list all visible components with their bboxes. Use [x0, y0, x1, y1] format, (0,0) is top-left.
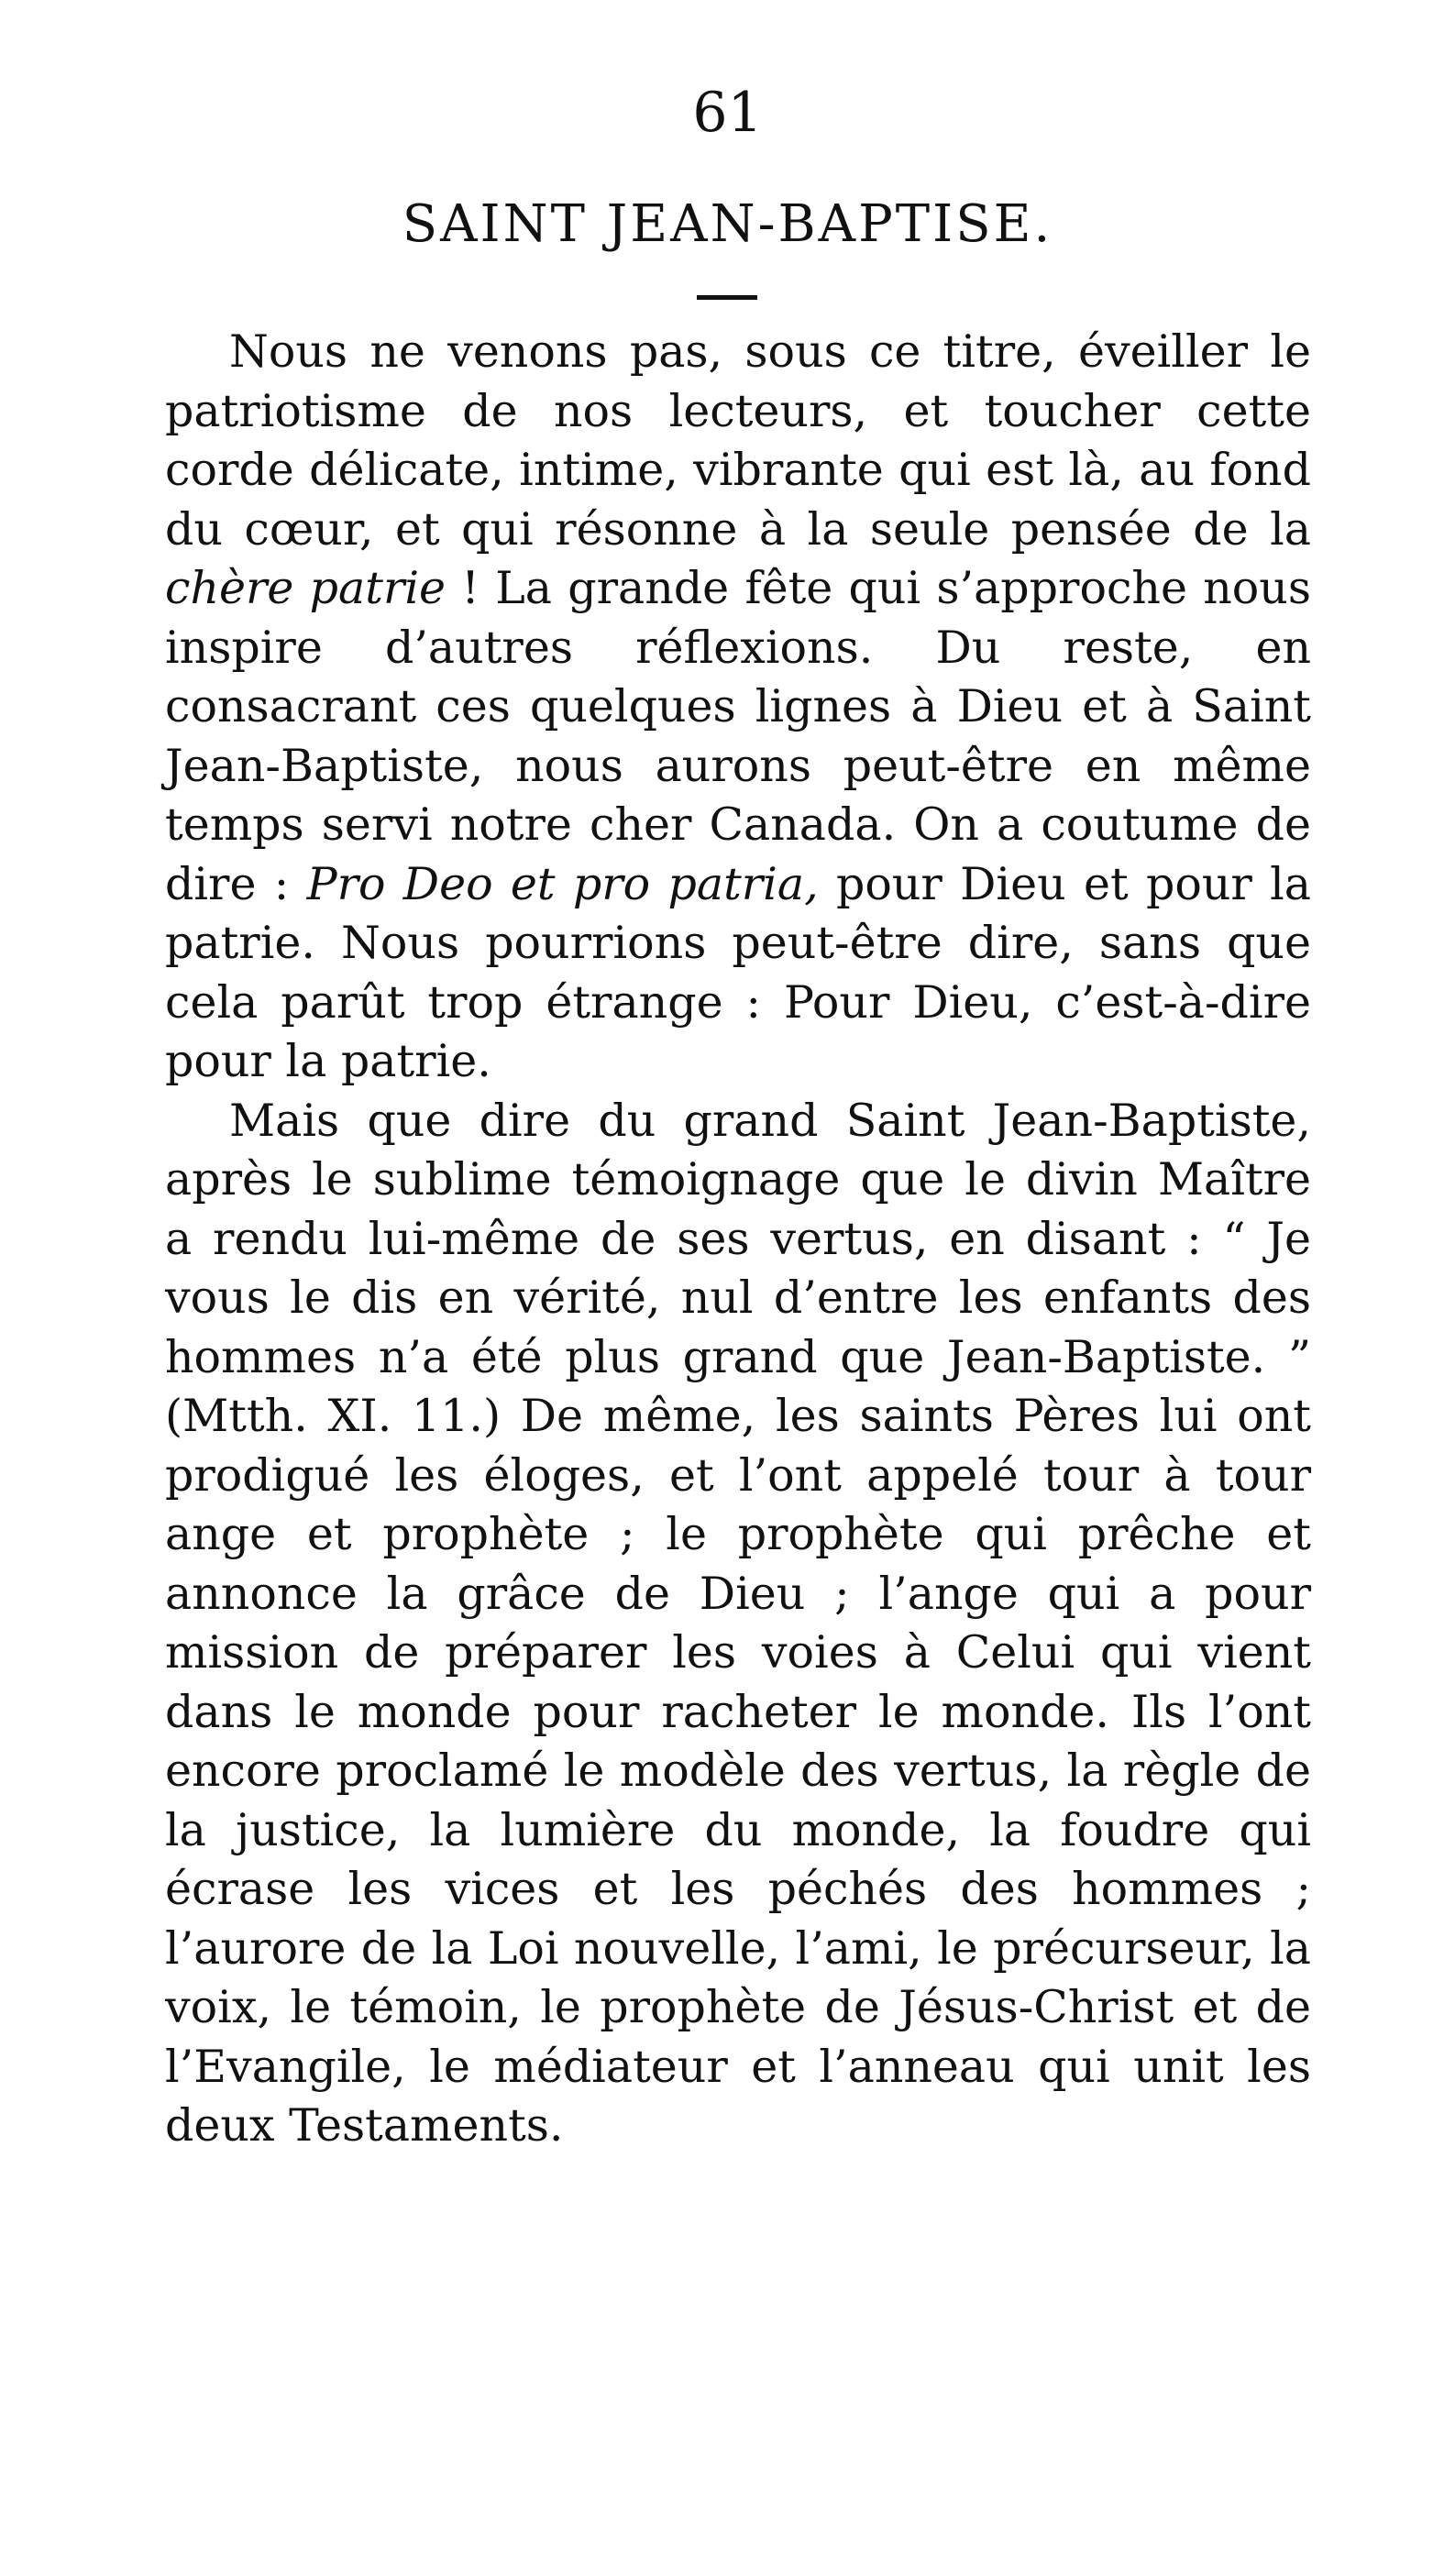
- paragraph-1-italic-2: Pro Deo et pro patria,: [306, 857, 819, 910]
- paragraph-1: [165, 323, 1311, 1092]
- paragraph-1-text-a: Nous ne venons pas, sous ce titre, éveiller le patriotisme de nos lecteurs, et toucher cette corde délicate, intime, vibrante qui est là, au fond du cœur, et qui résonne à la seule pensée de la: [165, 325, 1311, 556]
- paragraph-1-text-c: pour Dieu et pour la patrie. Nous pourrions peut-être dire, sans que cela parût trop étrange : Pour Dieu, c’est-à-dire pour la patrie.: [165, 857, 1311, 1087]
- body-text: [165, 323, 1311, 2156]
- paragraph-1-italic-1: chère patrie: [165, 562, 446, 614]
- page-number: 61: [692, 81, 763, 145]
- paragraph-2: Mais que dire du grand Saint Jean-Baptiste, après le sublime témoignage que le divin Maître a rendu lui-même de ses vertus, en disant : “ Je vous le dis en vérité, nul d’entre les enfants des hommes n’a été plus grand que Jean-Baptiste. ” (Mtth. XI. 11.) De même, les saints Pères lui ont prodigué les éloges, et l’ont appelé tour à tour ange et prophète ; le prophète qui prêche et annonce la grâce de Dieu ; l’ange qui a pour mission de préparer les voies à Celui qui vient dans le monde pour racheter le monde. Ils l’ont encore proclamé le modèle des vertus, la règle de la justice, la lumière du monde, la foudre qui écrase les vices et les péchés des hommes ; l’aurore de la Loi nouvelle, l’ami, le précurseur, la voix, le témoin, le prophète de Jésus-Christ et de l’Evangile, le médiateur et l’anneau qui unit les deux Testaments.: [165, 1094, 1311, 2152]
- paragraph-1-text-b: ! La grande fête qui s’approche nous inspire d’autres réflexions. Du reste, en consacrant ces quelques lignes à Dieu et à Saint Jean-Baptiste, nous aurons peut-être en même temps servi notre cher Canada. On a coutume de dire :: [165, 562, 1311, 910]
- chapter-title: SAINT JEAN-BAPTISE.: [402, 194, 1053, 254]
- title-rule: [697, 295, 757, 300]
